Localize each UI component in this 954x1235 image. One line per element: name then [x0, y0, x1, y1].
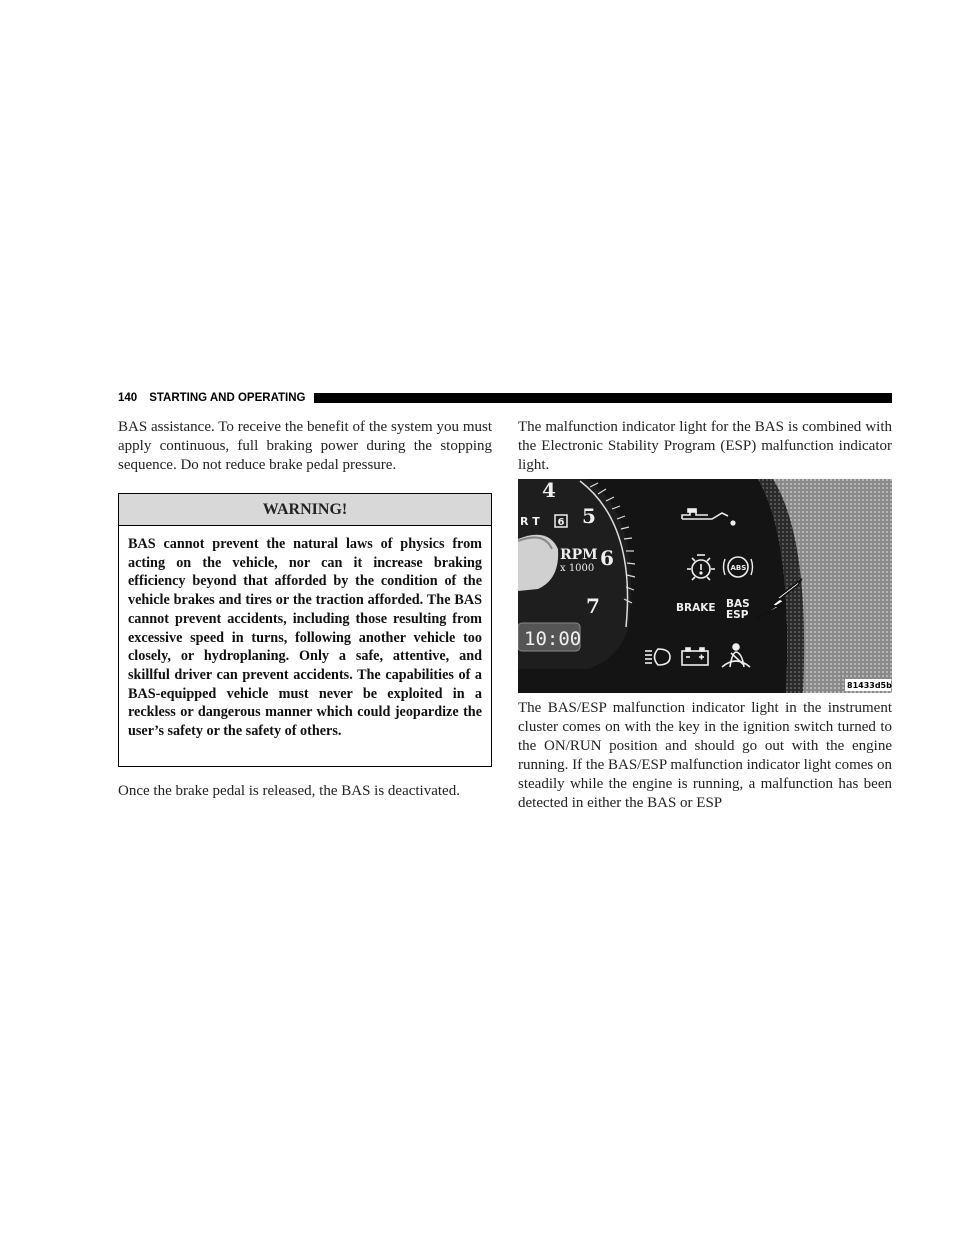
paragraph: The malfunction indicator light for the BAS is combined with the Electronic Stability Program (ESP) malfunction indicator light. — [518, 419, 892, 473]
right-column-paragraph-bottom — [518, 699, 892, 813]
svg-text:ABS: ABS — [730, 564, 747, 572]
header-rule — [314, 393, 893, 403]
bas-label: BAS — [726, 598, 750, 610]
page-header — [118, 390, 892, 406]
paragraph: The BAS/ESP malfunction indicator light in the instrument cluster comes on with the key in the ignition switch turned to the ON/RUN position and should go out with the engine running. If the BAS/ESP malfunction indicator light comes on steadily while the engine is running, a malfunction has been detected in either the BAS or ESP — [518, 700, 892, 811]
figure-id: 81433d5b — [847, 681, 892, 690]
brake-label: BRAKE — [676, 602, 716, 614]
left-column-paragraph-bottom — [118, 782, 492, 801]
gear-box-number: 6 — [557, 517, 565, 528]
tach-number: 5 — [582, 504, 596, 528]
rpm-multiplier: x 1000 — [560, 563, 595, 574]
paragraph: Once the brake pedal is released, the BAS is deactivated. — [118, 783, 460, 799]
esp-label: ESP — [726, 609, 749, 621]
paragraph: BAS assistance. To receive the benefit of the system you must apply continuous, full braking power during the stopping sequence. Do not reduce brake pedal pressure. — [118, 419, 492, 473]
tach-number: 7 — [586, 594, 600, 618]
gear-indicator: R T — [520, 515, 540, 528]
warning-title: WARNING! — [119, 494, 491, 526]
left-column-paragraph-top — [118, 418, 492, 475]
warning-body: BAS cannot prevent the natural laws of physics from acting on the vehicle, nor can it increase braking efficiency beyond that afforded by the condition of the vehicle brakes and tires or the traction afforded. The BAS cannot prevent accidents, including those resulting from excessive speed in turns, following another vehicle too closely, or hydroplaning. Only a safe, attentive, and skillful driver can prevent accidents. The capabilities of a BAS-equipped vehicle must never be exploited in a reckless or dangerous manner which could jeopardize the user’s safety or the safety of others. — [128, 536, 482, 740]
rpm-label: RPM — [560, 547, 598, 563]
clock-text: 10:00 — [524, 628, 582, 650]
warning-box — [118, 493, 492, 767]
section-title: STARTING AND OPERATING — [149, 392, 306, 404]
right-column-paragraph-top — [518, 418, 892, 475]
tach-number: 4 — [542, 479, 556, 502]
tach-number: 6 — [600, 546, 614, 570]
page-number: 140 — [118, 392, 138, 404]
instrument-cluster-figure — [518, 479, 892, 693]
cluster-illustration — [518, 479, 892, 693]
